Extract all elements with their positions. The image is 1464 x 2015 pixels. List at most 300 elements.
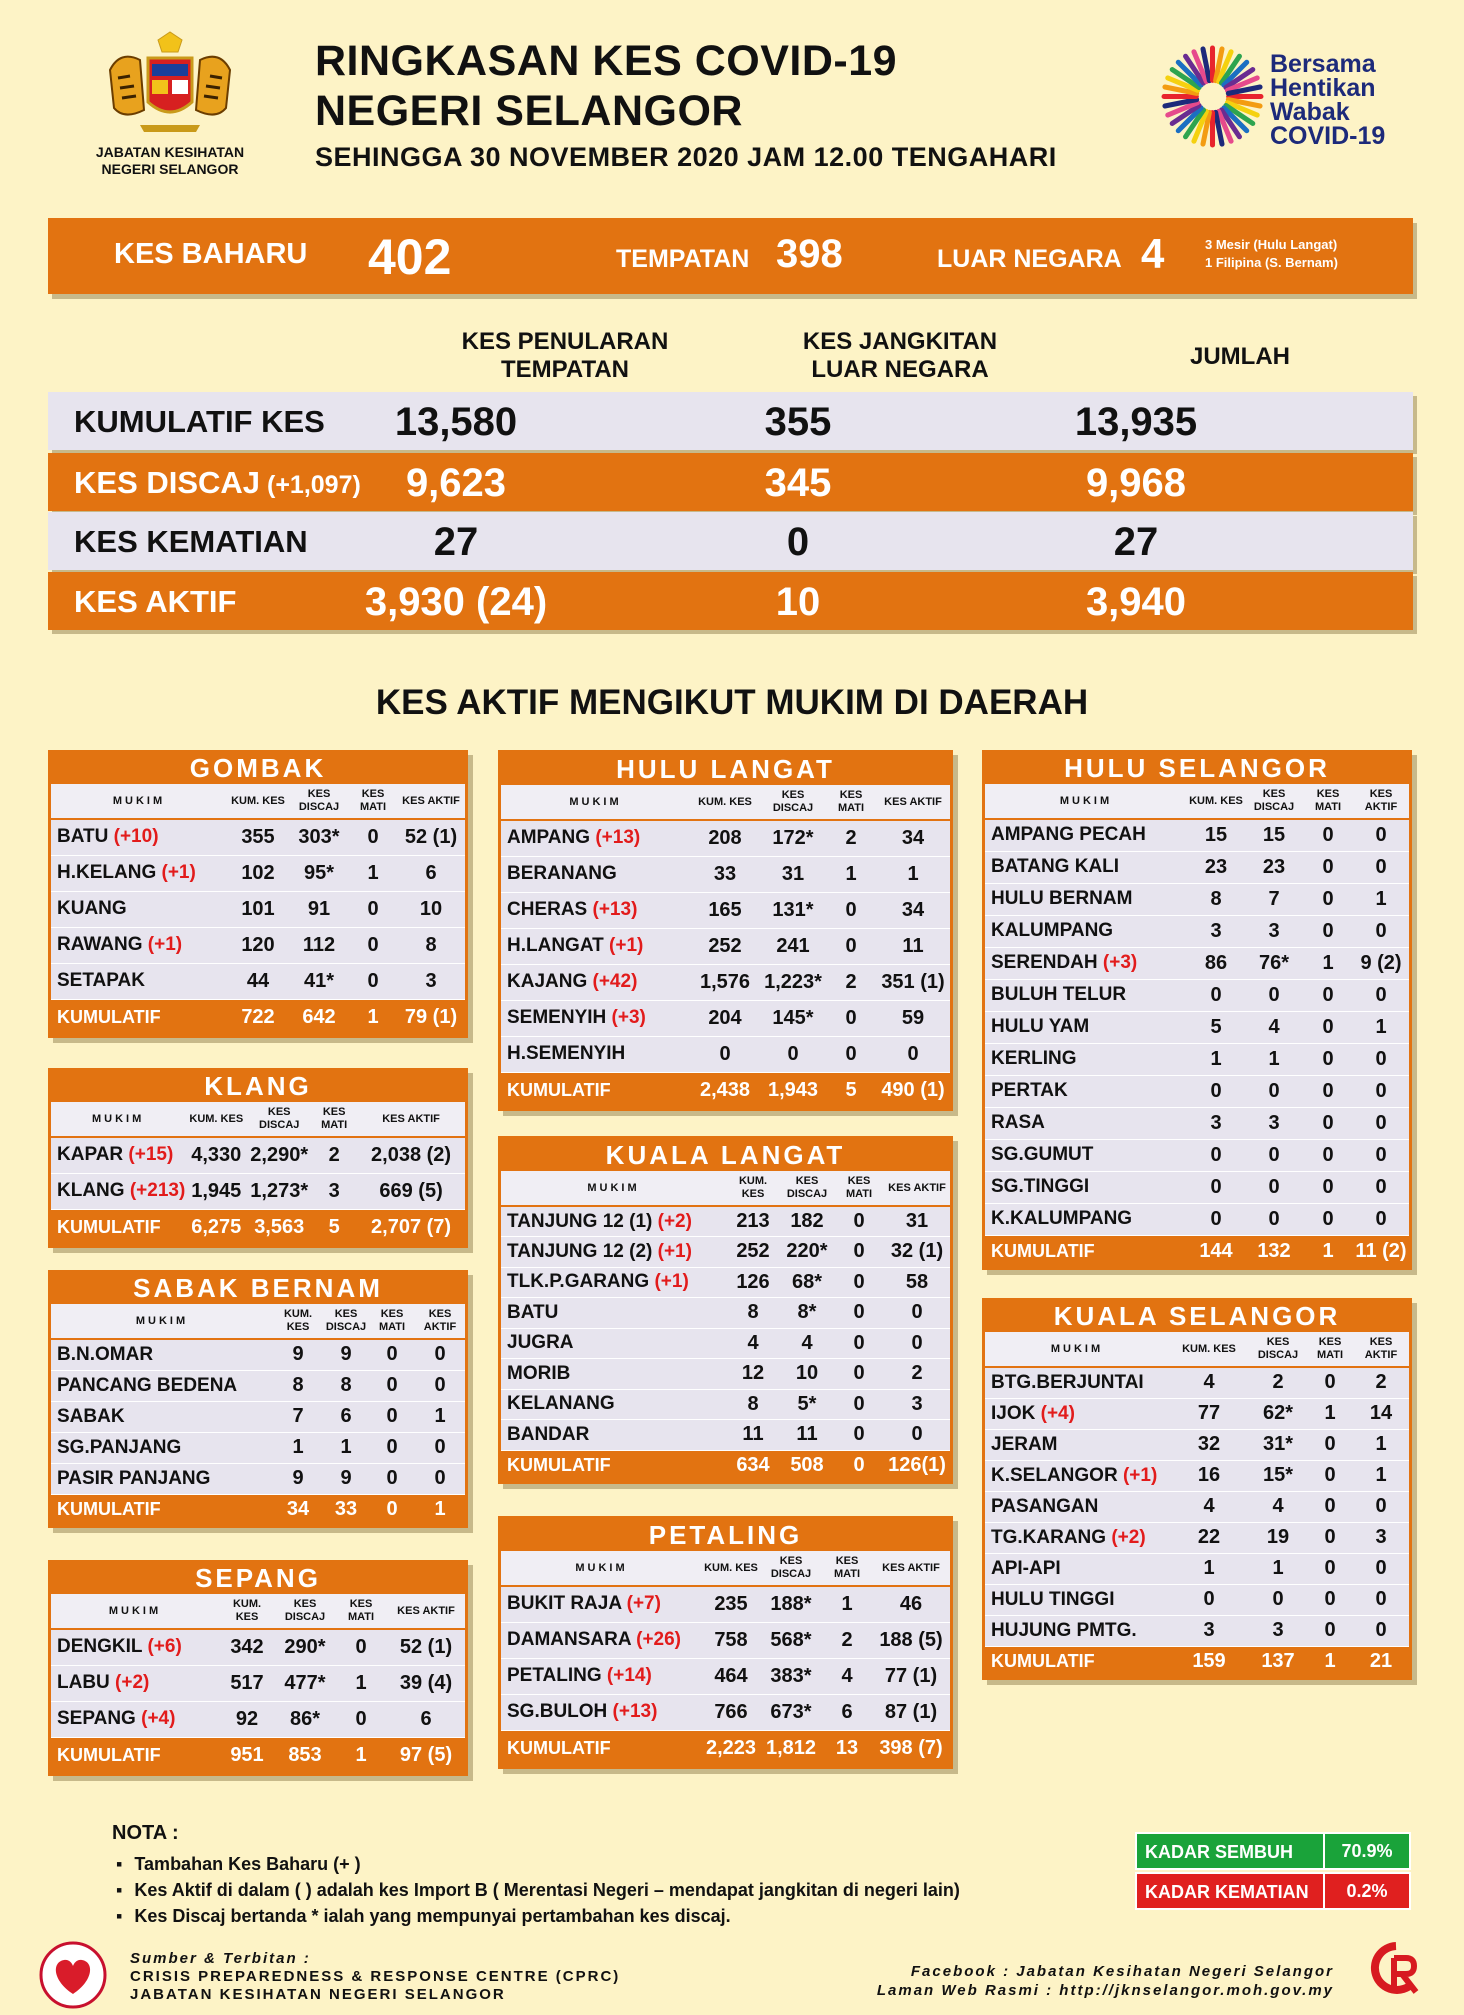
table-row: [985, 883, 1409, 915]
district-title: KUALA SELANGOR: [985, 1301, 1409, 1332]
table-cell: 1,943: [760, 1072, 826, 1108]
table-cell: 6: [397, 855, 465, 891]
column-header: KES DISCAJ: [1249, 1332, 1307, 1367]
table-cell: 0: [1353, 1043, 1409, 1075]
dept-name-line1: JABATAN KESIHATAN: [95, 144, 245, 160]
table-cell: 0: [1353, 1615, 1409, 1646]
table-cell: 0: [369, 1339, 415, 1370]
mukim-name: SG.BULOH (+13): [501, 1694, 702, 1730]
district-table: [51, 1594, 465, 1773]
table-cell: 11 (2): [1353, 1235, 1409, 1267]
summary-cell: 27: [433, 520, 479, 564]
table-cell: 34: [273, 1494, 323, 1525]
mukim-name: TLK.P.GARANG (+1): [501, 1267, 726, 1298]
column-header: KES MATI: [826, 785, 876, 820]
column-header: MUKIM: [501, 785, 690, 820]
table-cell: 951: [219, 1737, 275, 1773]
table-cell: 0: [1353, 915, 1409, 947]
import-cases-note: [1205, 236, 1338, 272]
table-cell: 21: [1353, 1646, 1409, 1677]
district-table: [51, 1304, 465, 1525]
table-row: [501, 1658, 950, 1694]
table-cell: 14: [1353, 1398, 1409, 1429]
table-cell: 0: [1249, 1584, 1307, 1615]
contact-info: [877, 1962, 1334, 2000]
district-table-hulu-langat: [498, 750, 953, 1111]
table-cell: 1,576: [690, 964, 760, 1000]
table-cell: 2,223: [702, 1730, 760, 1766]
total-row: [51, 999, 465, 1035]
table-cell: 3: [1245, 1107, 1303, 1139]
table-cell: 8: [273, 1370, 323, 1401]
mukim-name: KUMULATIF: [501, 1072, 690, 1108]
table-cell: 517: [219, 1665, 275, 1701]
mukim-name: DAMANSARA (+26): [501, 1622, 702, 1658]
table-cell: 1: [335, 1737, 387, 1773]
table-row: [985, 1139, 1409, 1171]
table-row: [985, 1107, 1409, 1139]
table-cell: 0: [1353, 819, 1409, 851]
mukim-name: KERLING: [985, 1043, 1187, 1075]
table-cell: 11: [780, 1420, 834, 1451]
notes-title: NOTA :: [112, 1822, 179, 1844]
import-cases-label: LUAR NEGARA: [937, 245, 1122, 273]
mukim-name: SABAK: [51, 1401, 273, 1432]
column-header: KES AKTIF: [415, 1304, 465, 1339]
import-cases-value: 4: [1141, 230, 1165, 277]
table-cell: 92: [219, 1701, 275, 1737]
table-cell: 15: [1245, 819, 1303, 851]
table-row: [985, 1043, 1409, 1075]
table-cell: 0: [826, 1000, 876, 1036]
table-cell: 0: [1303, 1139, 1353, 1171]
table-cell: 252: [726, 1237, 780, 1268]
column-header: KES DISCAJ: [760, 785, 826, 820]
table-cell: 0: [1187, 979, 1245, 1011]
column-header: KES MATI: [822, 1551, 872, 1586]
table-cell: 0: [1353, 1075, 1409, 1107]
table-cell: 52 (1): [397, 819, 465, 855]
table-cell: 4: [1249, 1491, 1307, 1522]
district-table-gombak: [48, 750, 468, 1038]
summary-cell: 13,580: [394, 400, 518, 444]
table-cell: 3: [1169, 1615, 1249, 1646]
table-cell: 2: [826, 964, 876, 1000]
column-header: KES MATI: [369, 1304, 415, 1339]
new-case-increment: (+1): [142, 934, 183, 955]
table-cell: 0: [415, 1370, 465, 1401]
table-cell: 0: [834, 1206, 884, 1237]
note-item: ▪ Tambahan Kes Baharu (+ ): [116, 1851, 960, 1877]
district-table-kuala-langat: [498, 1136, 953, 1484]
new-case-increment: (+1): [1117, 1464, 1158, 1486]
website-link[interactable]: Laman Web Rasmi : http://jknselangor.moh.gov.my: [876, 1982, 1334, 1999]
table-cell: 1,812: [760, 1730, 822, 1766]
notes: [112, 1822, 960, 1929]
table-cell: 2: [822, 1622, 872, 1658]
table-cell: 9: [323, 1339, 369, 1370]
column-header: KUM. KES: [273, 1304, 323, 1339]
table-cell: 41*: [289, 963, 349, 999]
table-row: [985, 1203, 1409, 1235]
column-header: KES AKTIF: [884, 1171, 950, 1206]
mukim-name: KAPAR (+15): [51, 1137, 185, 1173]
district-title: SEPANG: [51, 1563, 465, 1594]
district-table-sabak-bernam: [48, 1270, 468, 1528]
table-cell: 0: [1353, 979, 1409, 1011]
table-cell: 34: [876, 892, 950, 928]
mukim-name: SG.TINGGI: [985, 1171, 1187, 1203]
district-title: GOMBAK: [51, 753, 465, 784]
mukim-name: HULU BERNAM: [985, 883, 1187, 915]
summary-row-label: KES AKTIF: [74, 584, 237, 619]
recovery-rate-value: 70.9%: [1323, 1834, 1409, 1868]
column-header: KES MATI: [349, 784, 397, 819]
local-cases-label: TEMPATAN: [616, 245, 750, 273]
table-cell: 6: [323, 1401, 369, 1432]
table-row: [51, 1339, 465, 1370]
table-cell: 634: [726, 1450, 780, 1481]
mukim-name: KUMULATIF: [51, 1209, 185, 1245]
column-header: KES AKTIF: [876, 785, 950, 820]
import-note-line2: 1 Filipina (S. Bernam): [1205, 255, 1338, 270]
table-cell: 0: [834, 1328, 884, 1359]
summary-cell: 3,930 (24): [364, 580, 548, 624]
table-cell: 145*: [760, 1000, 826, 1036]
column-header: KES AKTIF: [872, 1551, 950, 1586]
mukim-name: JERAM: [985, 1429, 1169, 1460]
table-cell: 0: [834, 1237, 884, 1268]
column-header: KUM. KES: [702, 1551, 760, 1586]
mukim-name: TANJUNG 12 (2) (+1): [501, 1237, 726, 1268]
new-case-increment: (+213): [124, 1180, 186, 1201]
summary-cell: 345: [764, 461, 832, 505]
column-header: MUKIM: [501, 1171, 726, 1206]
table-cell: 0: [884, 1420, 950, 1451]
district-table: [985, 784, 1409, 1267]
table-cell: 3: [1353, 1522, 1409, 1553]
table-cell: 0: [1307, 1522, 1353, 1553]
table-cell: 290*: [275, 1629, 335, 1665]
table-cell: 44: [227, 963, 289, 999]
table-cell: 4: [726, 1328, 780, 1359]
table-cell: 52 (1): [387, 1629, 465, 1665]
new-case-increment: (+42): [587, 971, 638, 992]
table-cell: 9 (2): [1353, 947, 1409, 979]
note-item: ▪ Kes Aktif di dalam ( ) adalah kes Import B ( Merentasi Negeri – mendapat jangkitan di negeri lain): [116, 1877, 960, 1903]
column-header: MUKIM: [51, 1102, 185, 1137]
table-cell: 1: [1169, 1553, 1249, 1584]
table-cell: 0: [834, 1359, 884, 1390]
table-cell: 101: [227, 891, 289, 927]
table-cell: 87 (1): [872, 1694, 950, 1730]
table-cell: 0: [834, 1450, 884, 1481]
column-header: MUKIM: [51, 784, 227, 819]
table-cell: 0: [884, 1328, 950, 1359]
table-cell: 0: [826, 928, 876, 964]
table-cell: 0: [834, 1298, 884, 1329]
table-cell: 159: [1169, 1646, 1249, 1677]
table-cell: 77 (1): [872, 1658, 950, 1694]
table-cell: 59: [876, 1000, 950, 1036]
campaign-logo: [1160, 44, 1410, 164]
table-cell: 15*: [1249, 1460, 1307, 1491]
district-title: SABAK BERNAM: [51, 1273, 465, 1304]
table-cell: 0: [834, 1389, 884, 1420]
mukim-name: HULU TINGGI: [985, 1584, 1169, 1615]
mukim-name: KUMULATIF: [501, 1730, 702, 1766]
table-cell: 1: [1353, 1460, 1409, 1491]
column-header: KES MATI: [1303, 784, 1353, 819]
table-row: [501, 1237, 950, 1268]
table-row: [985, 1615, 1409, 1646]
column-header: MUKIM: [501, 1551, 702, 1586]
note-item: ▪ Kes Discaj bertanda * ialah yang mempunyai pertambahan kes discaj.: [116, 1903, 960, 1929]
mukim-name: IJOK (+4): [985, 1398, 1169, 1429]
mukim-name: SEMENYIH (+3): [501, 1000, 690, 1036]
district-table-sepang: [48, 1560, 468, 1776]
table-cell: 0: [1187, 1171, 1245, 1203]
table-row: [51, 1665, 465, 1701]
table-cell: 77: [1169, 1398, 1249, 1429]
mukim-name: KUMULATIF: [985, 1646, 1169, 1677]
recovery-rate-box: [1135, 1832, 1411, 1870]
table-cell: 131*: [760, 892, 826, 928]
page-subtitle: NEGERI SELANGOR: [315, 87, 743, 135]
table-cell: 31: [760, 856, 826, 892]
source-label: Sumber & Terbitan :: [130, 1950, 311, 1967]
table-cell: 0: [1307, 1460, 1353, 1491]
section-title: KES AKTIF MENGIKUT MUKIM DI DAERAH: [375, 683, 1089, 722]
header: [0, 0, 1464, 200]
table-cell: 0: [1353, 1491, 1409, 1522]
column-header: KES AKTIF: [397, 784, 465, 819]
table-cell: 0: [1303, 1203, 1353, 1235]
table-cell: 0: [1245, 1139, 1303, 1171]
summary-row-label: KES KEMATIAN: [74, 524, 308, 559]
table-cell: 4: [822, 1658, 872, 1694]
table-cell: 2,707 (7): [357, 1209, 465, 1245]
new-case-increment: (+10): [108, 826, 159, 848]
table-cell: 1: [349, 999, 397, 1035]
table-cell: 0: [1303, 1075, 1353, 1107]
column-header: KUM. KES: [690, 785, 760, 820]
sunburst-icon: [1160, 44, 1265, 149]
new-case-increment: (+13): [587, 899, 638, 920]
table-row: [501, 1328, 950, 1359]
column-header: KES DISCAJ: [289, 784, 349, 819]
table-cell: 398 (7): [872, 1730, 950, 1766]
table-cell: 137: [1249, 1646, 1307, 1677]
source-line1: CRISIS PREPAREDNESS & RESPONSE CENTRE (CPRC): [130, 1968, 621, 1985]
summary-cell: 355: [764, 400, 832, 444]
column-header: KES AKTIF: [1353, 1332, 1409, 1367]
table-row: [501, 1267, 950, 1298]
new-cases-bar: [48, 218, 1413, 294]
table-cell: 31*: [1249, 1429, 1307, 1460]
new-case-increment: (+3): [1097, 952, 1138, 973]
table-cell: 120: [227, 927, 289, 963]
table-cell: 8*: [780, 1298, 834, 1329]
table-cell: 9: [323, 1463, 369, 1494]
table-cell: 188 (5): [872, 1622, 950, 1658]
district-table: [501, 785, 950, 1108]
table-row: [51, 1173, 465, 1209]
table-cell: 33: [690, 856, 760, 892]
table-cell: 204: [690, 1000, 760, 1036]
column-header: MUKIM: [51, 1304, 273, 1339]
mukim-name: SG.GUMUT: [985, 1139, 1187, 1171]
table-cell: 132: [1245, 1235, 1303, 1267]
mukim-name: KALUMPANG: [985, 915, 1187, 947]
facebook-link[interactable]: Facebook : Jabatan Kesihatan Negeri Selangor: [910, 1963, 1334, 1980]
mukim-name: JUGRA: [501, 1328, 726, 1359]
source-credit: [130, 1950, 620, 2004]
table-cell: 8: [726, 1389, 780, 1420]
table-row: [51, 963, 465, 999]
new-case-increment: (+14): [601, 1665, 652, 1686]
table-row: [985, 1553, 1409, 1584]
column-header: KES MATI: [335, 1594, 387, 1629]
table-cell: 165: [690, 892, 760, 928]
table-cell: 5: [1187, 1011, 1245, 1043]
table-cell: 4: [1169, 1367, 1249, 1398]
new-case-increment: (+4): [135, 1708, 176, 1729]
table-row: [985, 979, 1409, 1011]
table-cell: 126(1): [884, 1450, 950, 1481]
mukim-name: BULUH TELUR: [985, 979, 1187, 1011]
table-cell: 32: [1169, 1429, 1249, 1460]
table-cell: 58: [884, 1267, 950, 1298]
table-cell: 1,945: [185, 1173, 247, 1209]
table-row: [51, 1137, 465, 1173]
table-row: [51, 1432, 465, 1463]
summary-cell: 3,940: [1085, 580, 1187, 624]
table-cell: 0: [1353, 1139, 1409, 1171]
table-cell: 1: [1249, 1553, 1307, 1584]
table-cell: 3: [311, 1173, 357, 1209]
column-header: KES DISCAJ: [760, 1551, 822, 1586]
table-row: [501, 928, 950, 964]
table-cell: 0: [1303, 915, 1353, 947]
table-cell: 0: [1307, 1367, 1353, 1398]
table-cell: 3: [397, 963, 465, 999]
summary-header-import: KES JANGKITAN LUAR NEGARA: [802, 328, 998, 383]
malaysia-crest-logo: [80, 30, 260, 180]
mukim-name: SG.PANJANG: [51, 1432, 273, 1463]
district-title: KUALA LANGAT: [501, 1139, 950, 1171]
mukim-name: KUMULATIF: [51, 999, 227, 1035]
table-row: [51, 1370, 465, 1401]
table-cell: 0: [1303, 979, 1353, 1011]
campaign-line2: Hentikan: [1270, 74, 1376, 102]
table-cell: 7: [273, 1401, 323, 1432]
table-cell: 22: [1169, 1522, 1249, 1553]
table-cell: 383*: [760, 1658, 822, 1694]
table-row: [985, 819, 1409, 851]
table-cell: 12: [726, 1359, 780, 1390]
table-cell: 5: [311, 1209, 357, 1245]
table-cell: 0: [349, 963, 397, 999]
table-row: [51, 1463, 465, 1494]
mukim-name: KUMULATIF: [51, 1737, 219, 1773]
table-row: [985, 1491, 1409, 1522]
table-cell: 6: [387, 1701, 465, 1737]
table-cell: 0: [690, 1036, 760, 1072]
table-cell: 32 (1): [884, 1237, 950, 1268]
table-cell: 0: [834, 1420, 884, 1451]
heart-logo: [38, 1940, 108, 2015]
summary-row: [48, 512, 1413, 570]
table-cell: 15: [1187, 819, 1245, 851]
table-cell: 0: [349, 819, 397, 855]
table-cell: 722: [227, 999, 289, 1035]
table-cell: 0: [1353, 1171, 1409, 1203]
table-cell: 0: [415, 1432, 465, 1463]
table-cell: 39 (4): [387, 1665, 465, 1701]
table-cell: 220*: [780, 1237, 834, 1268]
table-cell: 102: [227, 855, 289, 891]
table-cell: 3,563: [247, 1209, 311, 1245]
mukim-name: PASIR PANJANG: [51, 1463, 273, 1494]
mukim-name: HUJUNG PMTG.: [985, 1615, 1169, 1646]
column-header: KES MATI: [311, 1102, 357, 1137]
mukim-name: AMPANG PECAH: [985, 819, 1187, 851]
table-row: [51, 1401, 465, 1432]
table-row: [51, 1701, 465, 1737]
table-cell: 0: [1353, 1553, 1409, 1584]
mukim-name: B.N.OMAR: [51, 1339, 273, 1370]
table-cell: 2: [884, 1359, 950, 1390]
district-table: [51, 1102, 465, 1245]
total-row: [501, 1730, 950, 1766]
table-row: [501, 1036, 950, 1072]
table-row: [51, 891, 465, 927]
table-cell: 16: [1169, 1460, 1249, 1491]
table-cell: 2: [311, 1137, 357, 1173]
table-row: [501, 892, 950, 928]
total-row: [985, 1235, 1409, 1267]
table-row: [501, 1622, 950, 1658]
mukim-name: SERENDAH (+3): [985, 947, 1187, 979]
table-cell: 355: [227, 819, 289, 855]
table-cell: 3: [1187, 915, 1245, 947]
table-cell: 172*: [760, 820, 826, 856]
table-cell: 351 (1): [876, 964, 950, 1000]
table-cell: 0: [1307, 1584, 1353, 1615]
campaign-line1: Bersama: [1270, 50, 1376, 78]
table-row: [501, 1420, 950, 1451]
table-cell: 758: [702, 1622, 760, 1658]
table-cell: 673*: [760, 1694, 822, 1730]
death-rate-label: KADAR KEMATIAN: [1145, 1882, 1309, 1902]
table-row: [501, 1694, 950, 1730]
table-cell: 4: [780, 1328, 834, 1359]
table-cell: 0: [1303, 883, 1353, 915]
table-cell: 3: [884, 1389, 950, 1420]
mukim-name: LABU (+2): [51, 1665, 219, 1701]
column-header: KES DISCAJ: [1245, 784, 1303, 819]
mukim-name: PASANGAN: [985, 1491, 1169, 1522]
table-cell: 4: [1245, 1011, 1303, 1043]
table-cell: 31: [884, 1206, 950, 1237]
table-cell: 241: [760, 928, 826, 964]
new-case-increment: (+26): [630, 1629, 682, 1650]
table-cell: 46: [872, 1586, 950, 1622]
district-table-kuala-selangor: [982, 1298, 1412, 1680]
table-cell: 0: [1245, 1171, 1303, 1203]
table-cell: 0: [369, 1494, 415, 1525]
